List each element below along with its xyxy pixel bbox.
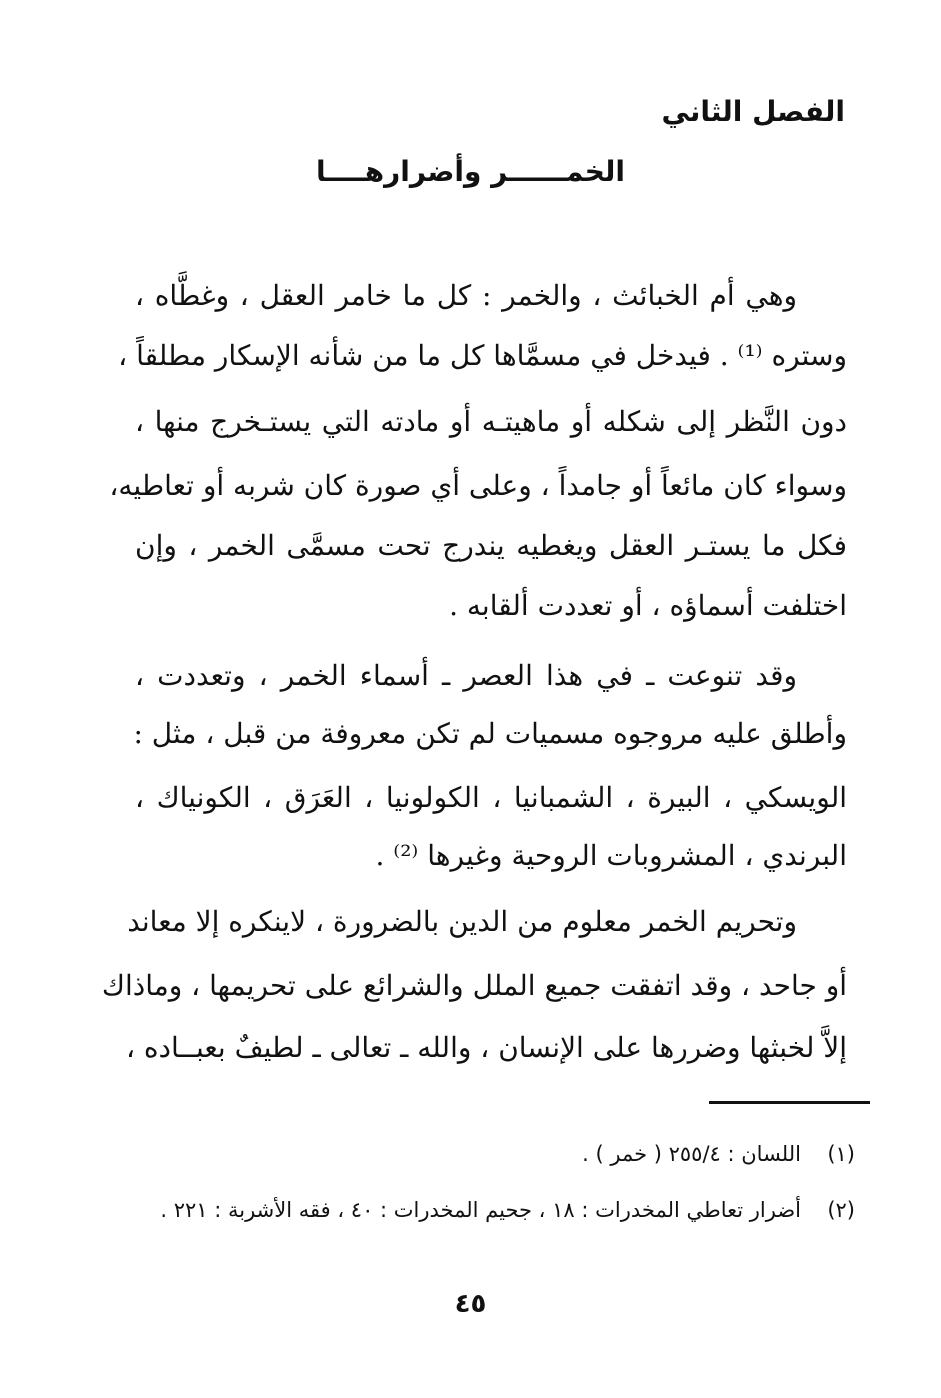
paragraph-3-line-3: إلاَّ لخبثها وضررها على الإنسان ، والله ـ تعالى ـ لطيفٌ بعبــاده ، [125, 1031, 847, 1064]
page-number: ٤٥ [454, 1289, 487, 1319]
footnote-1-text: اللسان : ٢٥٥/٤ ( خمر ) . [582, 1142, 801, 1166]
paragraph-3-line-1: وتحريم الخمر معلوم من الدين بالضرورة ، لاينكره إلا معاند [127, 905, 797, 938]
section-title: الخمــــــر وأضرارهــــا [315, 155, 626, 188]
paragraph-2-line-4: البرندي ، المشروبات الروحية وغيرها ⁽²⁾ . [375, 839, 847, 872]
paragraph-1-line-1: وهي أم الخبائث ، والخمر : كل ما خامر العقل ، وغطَّاه ، [135, 279, 797, 312]
footnote-separator [709, 1101, 870, 1104]
footnote-2-text: أضرار تعاطي المخدرات : ١٨ ، جحيم المخدرات : ٤٠ ، فقه الأشربة : ٢٢١ . [160, 1198, 801, 1222]
paragraph-3-line-2: أو جاحد ، وقد اتفقت جميع الملل والشرائع على تحريمها ، وماذاك [101, 969, 847, 1002]
paragraph-2-line-2: وأطلق عليه مروجوه مسميات لم تكن معروفة من قبل ، مثل : [133, 717, 847, 750]
paragraph-1-line-6: اختلفت أسماؤه ، أو تعددت ألقابه . [449, 589, 847, 622]
footnote-1 [135, 1138, 855, 1170]
paragraph-2-line-1: وقد تنوعت ـ في هذا العصر ـ أسماء الخمر ، وتعددت ، [135, 659, 797, 692]
paragraph-1-line-2: وستره ⁽¹⁾ . فيدخل في مسمَّاها كل ما من شأنه الإسكار مطلقاً ، [118, 339, 847, 372]
footnote-2-number: (٢) [827, 1198, 855, 1222]
paragraph-1-line-4: وسواء كان مائعاً أو جامداً ، وعلى أي صورة كان شربه أو تعاطيه، [109, 469, 847, 502]
paragraph-2-line-3: الويسكي ، البيرة ، الشمبانيا ، الكولونيا ، العَرَق ، الكونياك ، [135, 781, 847, 814]
paragraph-1-line-5: فكل ما يستـر العقل ويغطيه يندرج تحت مسمَّى الخمر ، وإن [135, 529, 847, 562]
paragraph-1-line-3: دون النَّظر إلى شكله أو ماهيتـه أو مادته التي يستـخرج منها ، [135, 405, 847, 438]
footnote-2 [135, 1194, 855, 1226]
chapter-heading: الفصل الثاني [661, 95, 845, 128]
footnote-1-number: (١) [827, 1142, 855, 1166]
